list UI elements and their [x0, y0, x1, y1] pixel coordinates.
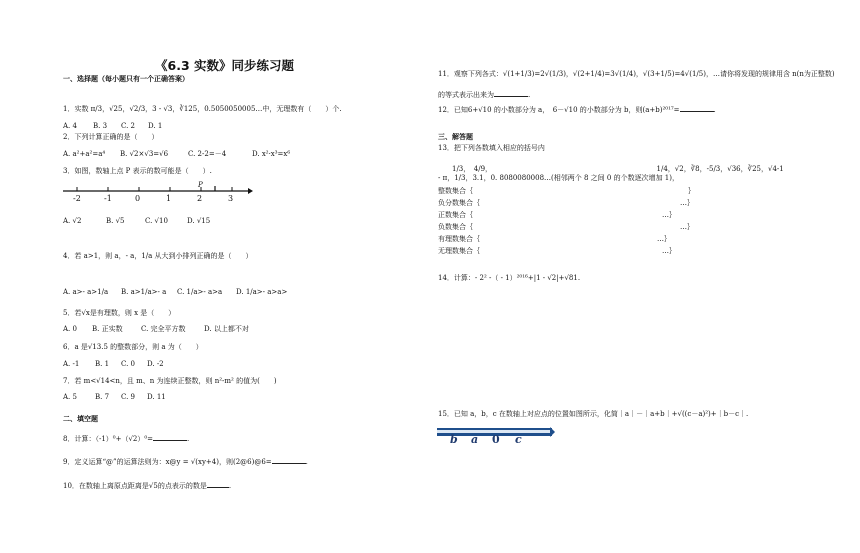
q13-set-neg-fraction: 负分数集合｛	[438, 199, 480, 207]
q10-answer-blank[interactable]	[207, 480, 229, 488]
q7-option-b: B. 7	[95, 393, 110, 401]
q12-answer-blank[interactable]	[680, 104, 714, 112]
q3-point-label: P	[198, 181, 203, 189]
page-title: 《6.3 实数》同步练习题	[155, 58, 294, 73]
q15-label-zero: 0	[492, 433, 500, 446]
q13-numbers: 1/3， 4/9， 1/4，√2，∛8，-5/3，√36，∛25，√4-1	[452, 165, 784, 173]
q13-text: 13．把下列各数填入相应的括号内	[438, 144, 545, 152]
q5-option-a: A. 0	[63, 325, 77, 333]
q6-option-d: D. -2	[147, 360, 164, 368]
q4-text: 4．若 a>1，则 a，- a，1/a 从大到小排列正确的是（ ）	[63, 252, 253, 260]
q13-set-positive-end: …｝	[662, 211, 676, 219]
q8-answer-blank[interactable]	[153, 433, 187, 441]
q12-text: 12．已知6+√10 的小数部分为 a， 6－√10 的小数部分为 b，则(a+b)²⁰¹⁷= .	[438, 106, 716, 114]
q1-text: 1．实数 π/3，√25，√2/3，3 - √3，∛125，0.5050050005…中，无理数有（ ）个.	[63, 105, 342, 113]
q3-tick-label: -2	[73, 194, 81, 203]
q1-option-d: D. 1	[148, 122, 163, 130]
q1-option-a: A. 4	[63, 122, 77, 130]
q13-set-irrational-end: …｝	[662, 247, 676, 255]
q3-tick-label: 1	[166, 194, 172, 203]
q6-option-c: C. 0	[121, 360, 136, 368]
q2-option-c: C. 2-2=－4	[188, 150, 227, 158]
q11-answer-blank[interactable]	[494, 89, 528, 97]
q15-label-b: b	[450, 433, 458, 446]
q3-tick-labels	[63, 194, 253, 204]
q13-set-integer-end: ｝	[688, 187, 695, 195]
q10-text: 10．在数轴上离原点距离是√5的点表示的数是 .	[63, 482, 232, 490]
q6-option-b: B. 1	[95, 360, 110, 368]
section-solve: 三、解答题	[438, 133, 473, 141]
q2-option-a: A. a²+a²=a⁴	[63, 150, 106, 158]
q13-set-negative: 负数集合｛	[438, 223, 473, 231]
q2-option-d: D. x²·x³=x⁶	[252, 150, 291, 158]
q3-option-b: B. √5	[106, 217, 125, 225]
q5-option-c: C. 完全平方数	[141, 325, 186, 333]
q6-text: 6．a 是√13.5 的整数部分，则 a 为（ ）	[63, 343, 203, 351]
q3-tick-label: 3	[228, 194, 234, 203]
q2-text: 2．下列计算正确的是（ ）	[63, 133, 159, 141]
q3-option-d: D. √15	[187, 217, 211, 225]
q13-numbers-2: - π，1/3，3.1，0. 8080080008…(相邻两个 8 之间 0 的个数逐次增加 1)，	[438, 174, 679, 182]
q11-text: 11．观察下列各式：√(1+1/3)=2√(1/3)，√(2+1/4)=3√(1/4)，√(3+1/5)=4√(1/5)，…请你将发现的规律用含 n(n为正整数)	[438, 70, 835, 78]
q13-set-rational: 有理数集合｛	[438, 235, 480, 243]
q13-set-neg-fraction-end: …｝	[680, 199, 694, 207]
q3-tick-label: -1	[104, 194, 112, 203]
q9-answer-blank[interactable]	[272, 456, 306, 464]
q5-option-b: B. 正实数	[92, 325, 123, 333]
q8-text: 8．计算：（-1）⁰+（√2）⁰= .	[63, 435, 190, 443]
q2-option-b: B. √2×√3=√6	[120, 150, 169, 158]
q4-option-d: D. 1/a>- a>a>	[236, 288, 288, 296]
q3-option-c: C. √10	[145, 217, 168, 225]
q13-set-integer: 整数集合｛	[438, 187, 473, 195]
q7-option-c: C. 9	[121, 393, 136, 401]
q1-option-b: B. 3	[93, 122, 108, 130]
q7-text: 7．若 m<√14<n，且 m、n 为连续正整数，则 n²-m² 的值为( )	[63, 377, 277, 385]
q3-text: 3．如图，数轴上点 P 表示的数可能是（ ）.	[63, 167, 212, 175]
q5-text: 5．若√x是有理数，则 x 是（ ）	[63, 309, 176, 317]
q4-option-a: A. a>- a>1/a	[63, 288, 109, 296]
q6-option-a: A. -1	[63, 360, 80, 368]
section-fill: 二、填空题	[63, 415, 98, 423]
q15-text: 15．已知 a，b，c 在数轴上对应点的位置如图所示，化简｜a｜－｜a+b｜+√((c－a)²)+｜b－c｜.	[438, 410, 749, 418]
q7-option-a: A. 5	[63, 393, 77, 401]
q14-text: 14．计算：- 2² -（ - 1）²⁰¹⁶+|1 - √2|+√81.	[438, 274, 581, 282]
q3-option-a: A. √2	[63, 217, 82, 225]
q1-option-c: C. 2	[121, 122, 136, 130]
q5-option-d: D. 以上都不对	[204, 325, 249, 333]
q9-text: 9．定义运算“@”的运算法则为：x@y = √(xy+4)，则(2@6)@6= .	[63, 458, 308, 466]
section-choice: 一、选择题（每小题只有一个正确答案）	[63, 75, 189, 83]
q3-tick-label: 0	[135, 194, 141, 203]
q13-set-negative-end: …｝	[680, 223, 694, 231]
q15-label-a: a	[471, 433, 479, 446]
q3-tick-label: 2	[197, 194, 203, 203]
q13-set-rational-end: …｝	[657, 235, 671, 243]
q4-option-c: C. 1/a>- a>a	[177, 288, 223, 296]
q15-label-c: c	[515, 433, 522, 446]
q11-text2: 的等式表示出来为 .	[438, 91, 531, 99]
q13-set-positive: 正数集合｛	[438, 211, 473, 219]
q4-option-b: B. a>1/a>- a	[121, 288, 167, 296]
q13-set-irrational: 无理数集合｛	[438, 247, 480, 255]
q7-option-d: D. 11	[147, 393, 166, 401]
